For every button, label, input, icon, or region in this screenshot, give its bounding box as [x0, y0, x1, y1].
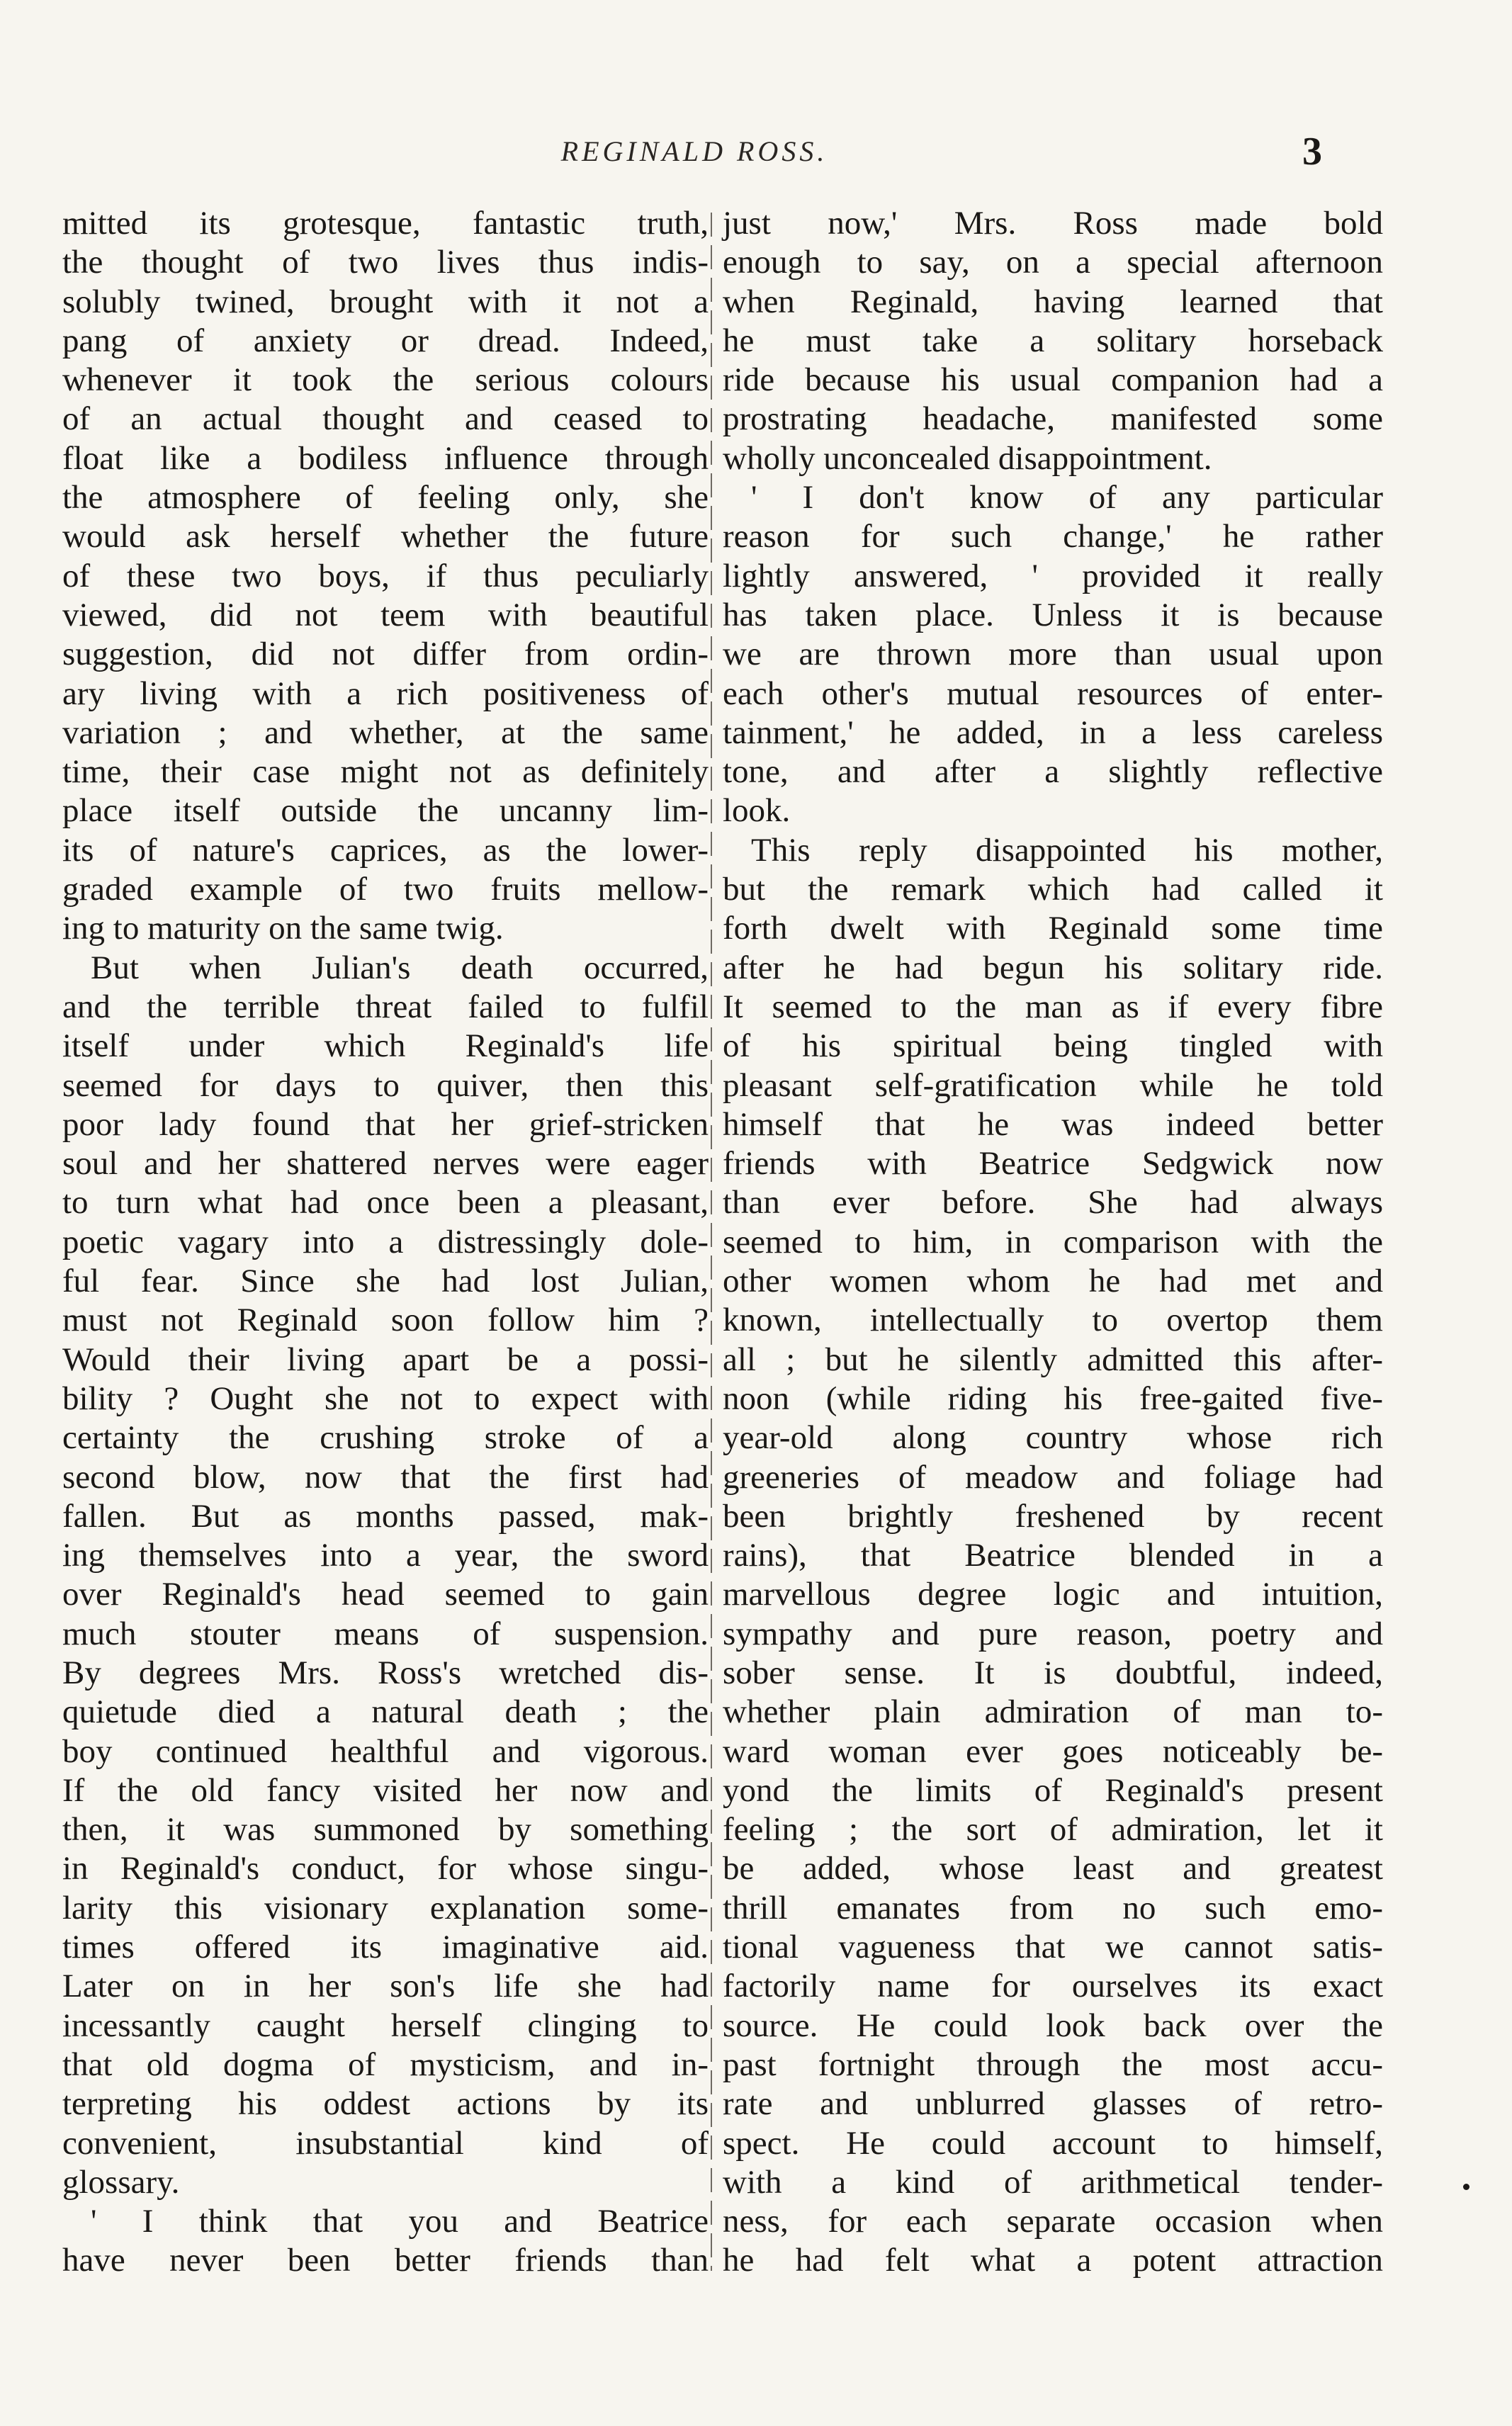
text-line: tone, and after a slightly reflective — [723, 753, 1383, 791]
text-line: pang of anxiety or dread. Indeed, — [62, 322, 709, 359]
text-line: prostrating headache, manifested some — [723, 400, 1383, 438]
text-line: over Reginald's head seemed to gain — [62, 1576, 709, 1613]
right-column — [723, 204, 1383, 2281]
text-line: seemed for days to quiver, then this — [62, 1066, 709, 1104]
text-line: variation ; and whether, at the same — [62, 713, 709, 751]
text-line: himself that he was indeed better — [723, 1105, 1383, 1143]
text-line: reason for such change,' he rather — [723, 518, 1383, 555]
text-line: But when Julian's death occurred, — [91, 949, 709, 986]
text-line: must not Reginald soon follow him ? — [62, 1302, 709, 1339]
text-line: sober sense. It is doubtful, indeed, — [723, 1654, 1383, 1691]
text-line: tainment,' he added, in a less careless — [723, 713, 1383, 751]
text-line: bility ? Ought she not to expect with — [62, 1380, 709, 1417]
text-line: ful fear. Since she had lost Julian, — [62, 1263, 709, 1300]
text-line: each other's mutual resources of enter- — [723, 675, 1383, 712]
text-line: float like a bodiless influence through — [62, 439, 709, 477]
text-line: and the terrible threat failed to fulfil — [62, 988, 709, 1025]
text-line: incessantly caught herself clinging to — [62, 2007, 709, 2044]
text-line: Would their living apart be a possi- — [62, 1341, 709, 1378]
text-line: rate and unblurred glasses of retro- — [723, 2085, 1383, 2123]
text-line: suggestion, did not differ from ordin- — [62, 636, 709, 673]
text-line: but the remark which had called it — [723, 871, 1383, 908]
text-line: after he had begun his solitary ride. — [723, 949, 1383, 986]
text-line: its of nature's caprices, as the lower- — [62, 831, 709, 869]
text-line: By degrees Mrs. Ross's wretched dis- — [62, 1654, 709, 1691]
text-line: year-old along country whose rich — [723, 1419, 1383, 1457]
text-line: would ask herself whether the future — [62, 518, 709, 555]
text-line: with a kind of arithmetical tender- — [723, 2163, 1383, 2201]
text-line: viewed, did not teem with beautiful — [62, 596, 709, 633]
text-line: greeneries of meadow and foliage had — [723, 1458, 1383, 1496]
text-line: rains), that Beatrice blended in a — [723, 1537, 1383, 1574]
text-line: poor lady found that her grief-stricken — [62, 1105, 709, 1143]
text-line: ward woman ever goes noticeably be- — [723, 1732, 1383, 1770]
text-line: we are thrown more than usual upon — [723, 636, 1383, 673]
text-line: then, it was summoned by something — [62, 1811, 709, 1849]
page-number: 3 — [1302, 130, 1322, 174]
text-line: the thought of two lives thus indis- — [62, 244, 709, 281]
text-line: poetic vagary into a distressingly dole- — [62, 1223, 709, 1260]
text-line: fallen. But as months passed, mak- — [62, 1497, 709, 1535]
text-line: look. — [723, 792, 791, 830]
text-line: be added, whose least and greatest — [723, 1850, 1383, 1888]
text-line: whether plain admiration of man to- — [723, 1693, 1383, 1731]
left-column — [62, 204, 709, 2281]
text-line: source. He could look back over the — [723, 2007, 1383, 2044]
text-line: boy continued healthful and vigorous. — [62, 1732, 709, 1770]
text-line: Later on in her son's life she had — [62, 1968, 709, 2005]
column-divider — [711, 213, 712, 2271]
text-line: This reply disappointed his mother, — [751, 831, 1383, 869]
text-line: glossary. — [62, 2163, 180, 2201]
text-line: the atmosphere of feeling only, she — [62, 479, 709, 517]
text-line: that old dogma of mysticism, and in- — [62, 2046, 709, 2083]
text-line: pleasant self-gratification while he told — [723, 1066, 1383, 1104]
text-line: spect. He could account to himself, — [723, 2124, 1383, 2162]
text-line: he must take a solitary horseback — [723, 322, 1383, 359]
text-line: ary living with a rich positiveness of — [62, 675, 709, 712]
text-line: If the old fancy visited her now and — [62, 1771, 709, 1809]
text-line: past fortnight through the most accu- — [723, 2046, 1383, 2083]
text-line: in Reginald's conduct, for whose singu- — [62, 1850, 709, 1888]
text-line: noon (while riding his free-gaited five- — [723, 1380, 1383, 1417]
text-line: to turn what had once been a pleasant, — [62, 1184, 709, 1222]
text-line: times offered its imaginative aid. — [62, 1929, 709, 1966]
ink-speck — [1463, 2184, 1469, 2190]
text-line: been brightly freshened by recent — [723, 1497, 1383, 1535]
text-line: graded example of two fruits mellow- — [62, 871, 709, 908]
text-line: just now,' Mrs. Ross made bold — [723, 205, 1383, 242]
text-line: certainty the crushing stroke of a — [62, 1419, 709, 1457]
text-line: other women whom he had met and — [723, 1263, 1383, 1300]
text-line: wholly unconcealed disappointment. — [723, 439, 1212, 477]
text-line: terpreting his oddest actions by its — [62, 2085, 709, 2123]
text-line: of these two boys, if thus peculiarly — [62, 557, 709, 594]
text-line: convenient, insubstantial kind of — [62, 2124, 709, 2162]
text-line: friends with Beatrice Sedgwick now — [723, 1145, 1383, 1183]
text-line: thrill emanates from no such emo- — [723, 1889, 1383, 1926]
text-line: much stouter means of suspension. — [62, 1615, 709, 1652]
text-line: ride because his usual companion had a — [723, 361, 1383, 399]
text-line: marvellous degree logic and intuition, — [723, 1576, 1383, 1613]
text-line: of his spiritual being tingled with — [723, 1027, 1383, 1065]
text-line: sympathy and pure reason, poetry and — [723, 1615, 1383, 1652]
text-line: yond the limits of Reginald's present — [723, 1771, 1383, 1809]
text-line: feeling ; the sort of admiration, let it — [723, 1811, 1383, 1849]
text-line: place itself outside the uncanny lim- — [62, 792, 709, 830]
text-line: ' I don't know of any particular — [751, 479, 1383, 517]
text-line: known, intellectually to overtop them — [723, 1302, 1383, 1339]
text-line: itself under which Reginald's life — [62, 1027, 709, 1065]
text-line: he had felt what a potent attraction — [723, 2242, 1383, 2279]
text-line: whenever it took the serious colours — [62, 361, 709, 399]
text-line: larity this visionary explanation some- — [62, 1889, 709, 1926]
text-line: quietude died a natural death ; the — [62, 1693, 709, 1731]
text-line: ing themselves into a year, the sword — [62, 1537, 709, 1574]
text-line: has taken place. Unless it is because — [723, 596, 1383, 633]
text-line: than ever before. She had always — [723, 1184, 1383, 1222]
text-line: factorily name for ourselves its exact — [723, 1968, 1383, 2005]
text-line: solubly twined, brought with it not a — [62, 283, 709, 320]
text-line: have never been better friends than — [62, 2242, 709, 2279]
text-line: soul and her shattered nerves were eager — [62, 1145, 709, 1183]
text-line: enough to say, on a special afternoon — [723, 244, 1383, 281]
text-line: second blow, now that the first had — [62, 1458, 709, 1496]
text-line: tional vagueness that we cannot satis- — [723, 1929, 1383, 1966]
text-line: of an actual thought and ceased to — [62, 400, 709, 438]
text-line: when Reginald, having learned that — [723, 283, 1383, 320]
text-line: forth dwelt with Reginald some time — [723, 910, 1383, 947]
text-line: time, their case might not as definitely — [62, 753, 709, 791]
text-line: all ; but he silently admitted this after- — [723, 1341, 1383, 1378]
text-line: seemed to him, in comparison with the — [723, 1223, 1383, 1260]
text-line: It seemed to the man as if every fibre — [723, 988, 1383, 1025]
text-line: ing to maturity on the same twig. — [62, 910, 504, 947]
text-line: mitted its grotesque, fantastic truth, — [62, 205, 709, 242]
running-head: REGINALD ROSS. — [560, 135, 828, 167]
text-line: ' I think that you and Beatrice — [91, 2203, 709, 2240]
text-line: lightly answered, ' provided it really — [723, 557, 1383, 594]
text-line: ness, for each separate occasion when — [723, 2203, 1383, 2240]
